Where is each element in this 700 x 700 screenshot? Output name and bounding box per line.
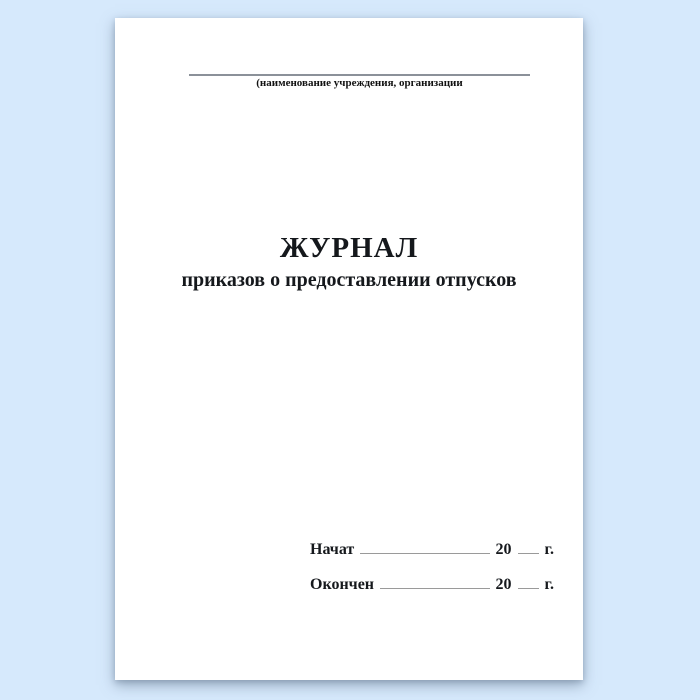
organization-name-caption: (наименование учреждения, организации bbox=[256, 77, 463, 89]
started-row bbox=[310, 541, 554, 559]
organization-name-block bbox=[189, 74, 530, 89]
started-year-blank-line bbox=[518, 553, 539, 554]
started-year-suffix: г. bbox=[544, 541, 554, 558]
finished-row bbox=[310, 576, 554, 594]
started-label: Начат bbox=[310, 541, 355, 558]
finished-blank-line bbox=[380, 588, 490, 589]
journal-subtitle: приказов о предоставлении отпусков bbox=[181, 269, 517, 291]
journal-cover-page bbox=[115, 18, 583, 680]
finished-year-suffix: г. bbox=[544, 576, 554, 593]
finished-year-prefix: 20 bbox=[495, 576, 512, 593]
started-year-prefix: 20 bbox=[495, 541, 512, 558]
title-block bbox=[115, 230, 583, 292]
finished-label: Окончен bbox=[310, 576, 375, 593]
started-blank-line bbox=[360, 553, 489, 554]
journal-title: ЖУРНАЛ bbox=[279, 232, 419, 264]
organization-name-line bbox=[189, 74, 530, 76]
finished-year-blank-line bbox=[518, 588, 539, 589]
